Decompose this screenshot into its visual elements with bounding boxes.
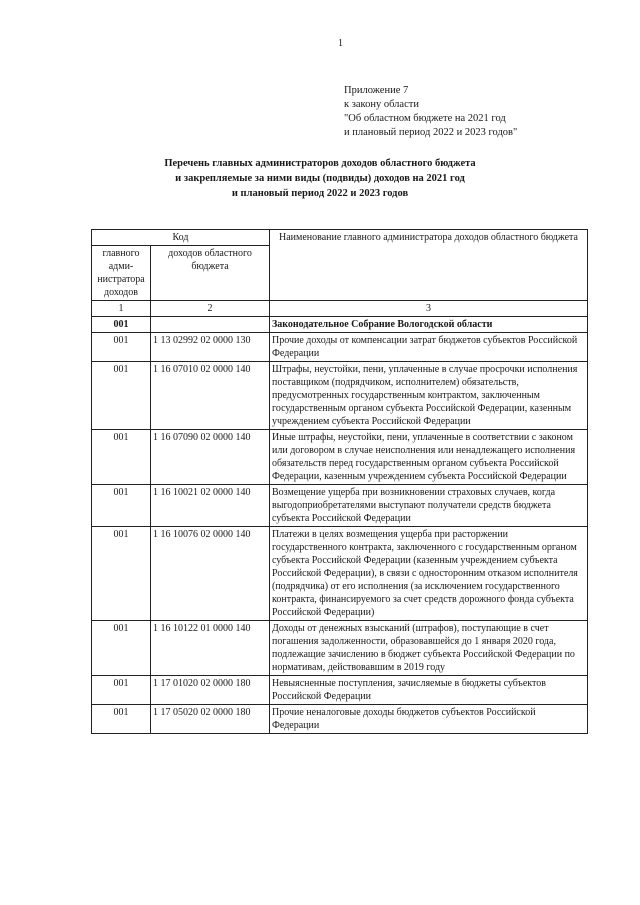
row-revenue-code: 1 16 07010 02 0000 140 [151, 362, 270, 430]
row-revenue-code: 1 17 01020 02 0000 180 [151, 676, 270, 705]
row-revenue-code: 1 16 10122 01 0000 140 [151, 621, 270, 676]
row-admin-code: 001 [92, 485, 151, 527]
row-revenue-name: Штрафы, неустойки, пени, уплаченные в случае просрочки исполнения поставщиком (подрядчиком, исполнителем) обязательств, предусмотренных государственным контрактом, заключенным государственным органом субъекта Российской Федерации, казенным учреждением субъекта Российской Федерации [270, 362, 588, 430]
row-revenue-code: 1 16 07090 02 0000 140 [151, 430, 270, 485]
annex-line: и плановый период 2022 и 2023 годов" [344, 127, 518, 138]
table-row [92, 362, 588, 430]
row-admin-code: 001 [92, 527, 151, 621]
header-admin: главного адми-нистратора доходов [92, 246, 151, 301]
row-admin-code: 001 [92, 430, 151, 485]
annex-block [344, 84, 517, 140]
row-revenue-name: Прочие неналоговые доходы бюджетов субъектов Российской Федерации [270, 705, 588, 734]
document-title [110, 156, 530, 201]
table-row [92, 430, 588, 485]
row-revenue-name: Доходы от денежных взысканий (штрафов), поступающие в счет погашения задолженности, образовавшейся до 1 января 2020 года, подлежащие зачислению в бюджет субъекта Российской Федерации по нормативам, действовавшим в 2019 году [270, 621, 588, 676]
row-admin-code: 001 [92, 676, 151, 705]
annex-line: Приложение 7 [344, 85, 409, 96]
row-admin-code: 001 [92, 705, 151, 734]
table-row [92, 485, 588, 527]
group-code [151, 317, 270, 333]
row-revenue-name: Платежи в целях возмещения ущерба при расторжении государственного контракта, заключенного с государственным органом субъекта Российской Федерации (казенным учреждением субъекта Российской Федерации), в связи с односторонним отказом исполнителя (подрядчика) от его исполнения (за исключением государственного контракта, финансируемого за счет средств дорожного фонда субъекта Российской Федерации) [270, 527, 588, 621]
title-line: Перечень главных администраторов доходов областного бюджета [164, 158, 476, 169]
row-admin-code: 001 [92, 362, 151, 430]
header-revenue-code: доходов областного бюджета [151, 246, 270, 301]
annex-line: к закону области [344, 99, 419, 110]
table-row [92, 676, 588, 705]
table-row [92, 705, 588, 734]
group-name: Законодательное Собрание Вологодской области [270, 317, 588, 333]
group-row [92, 317, 588, 333]
column-number: 3 [270, 301, 588, 317]
row-revenue-code: 1 17 05020 02 0000 180 [151, 705, 270, 734]
column-number-row [92, 301, 588, 317]
row-revenue-name: Иные штрафы, неустойки, пени, уплаченные в соответствии с законом или договором в случае неисполнения или ненадлежащего исполнения обязательств перед государственным органом субъекта Российской Федерации, казенным учреждением субъекта Российской Федерации [270, 430, 588, 485]
annex-line: "Об областном бюджете на 2021 год [344, 113, 506, 124]
column-number: 2 [151, 301, 270, 317]
group-admin: 001 [92, 317, 151, 333]
row-admin-code: 001 [92, 621, 151, 676]
title-line: и плановый период 2022 и 2023 годов [231, 188, 409, 199]
header-code: Код [92, 230, 270, 246]
page-number: 1 [338, 38, 343, 49]
column-number: 1 [92, 301, 151, 317]
table-row [92, 527, 588, 621]
row-revenue-name: Прочие доходы от компенсации затрат бюджетов субъектов Российской Федерации [270, 333, 588, 362]
header-row-top [92, 230, 588, 246]
title-line: и закрепляемые за ними виды (подвиды) доходов на 2021 год [175, 173, 465, 184]
row-revenue-code: 1 13 02992 02 0000 130 [151, 333, 270, 362]
revenue-admin-table [91, 229, 588, 734]
row-revenue-code: 1 16 10076 02 0000 140 [151, 527, 270, 621]
row-admin-code: 001 [92, 333, 151, 362]
table-row [92, 333, 588, 362]
header-name: Наименование главного администратора доходов областного бюджета [270, 230, 588, 301]
row-revenue-name: Возмещение ущерба при возникновении страховых случаев, когда выгодоприобретателями выступают получатели средств бюджета субъекта Российской Федерации [270, 485, 588, 527]
table-row [92, 621, 588, 676]
row-revenue-name: Невыясненные поступления, зачисляемые в бюджеты субъектов Российской Федерации [270, 676, 588, 705]
row-revenue-code: 1 16 10021 02 0000 140 [151, 485, 270, 527]
